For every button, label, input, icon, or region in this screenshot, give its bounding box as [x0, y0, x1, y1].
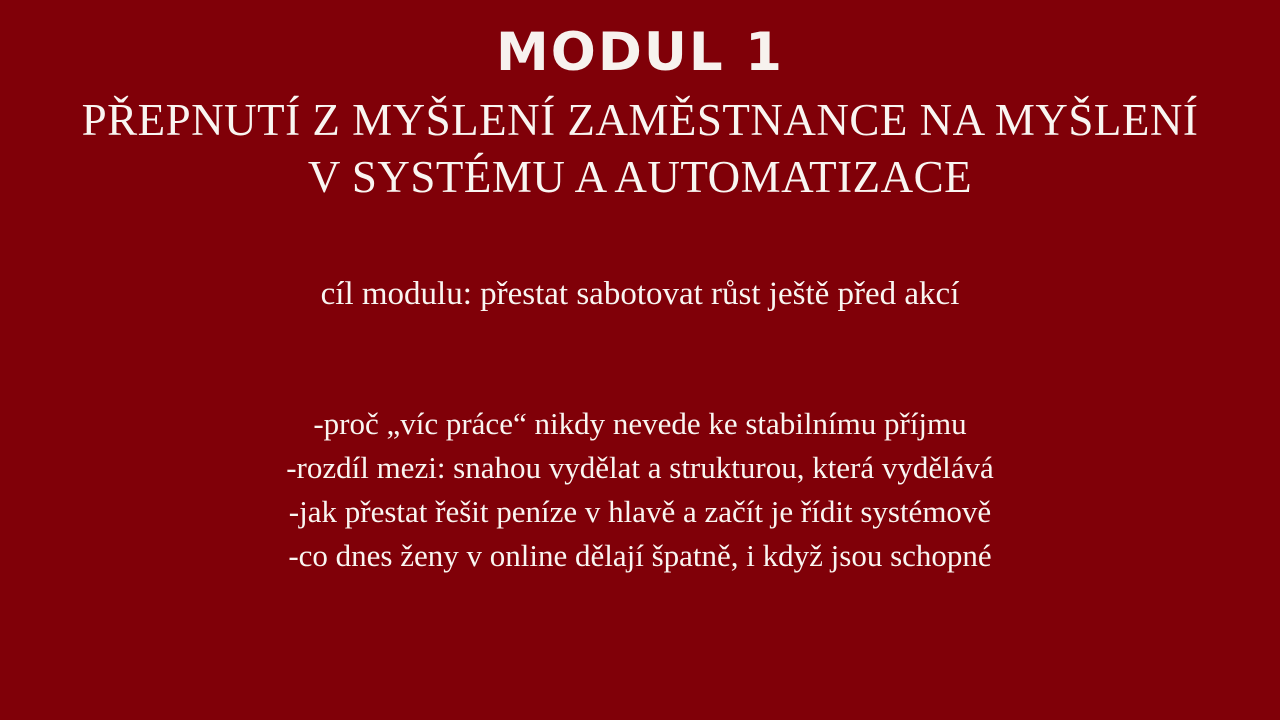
list-item: -co dnes ženy v online dělají špatně, i když jsou schopné — [288, 537, 992, 573]
list-item: -jak přestat řešit peníze v hlavě a začít je řídit systémově — [288, 493, 992, 529]
module-title: MODUL 1 — [496, 22, 784, 83]
module-goal-text: cíl modulu: přestat sabotovat růst ještě před akcí — [320, 275, 960, 312]
slide-headline: PŘEPNUTÍ Z MYŠLENÍ ZAMĚSTNANCE NA MYŠLENÍ V SYSTÉMU A AUTOMATIZACE — [81, 95, 1199, 202]
list-item: -rozdíl mezi: snahou vydělat a strukturou, která vydělává — [286, 449, 994, 485]
list-item: -proč „víc práce“ nikdy nevede ke stabilnímu příjmu — [313, 405, 967, 441]
bullet-list — [286, 402, 994, 578]
